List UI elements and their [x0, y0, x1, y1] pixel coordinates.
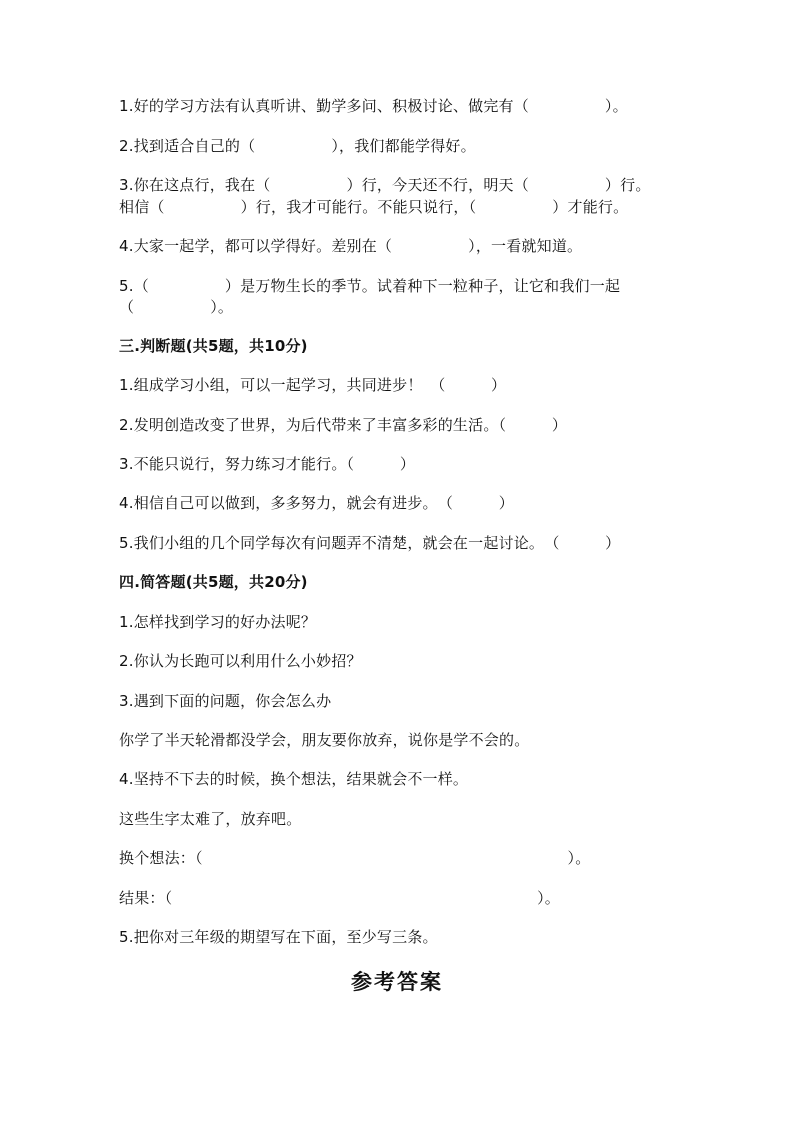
judgment-item-5: 5.我们小组的几个同学每次有问题弄不清楚，就会在一起讨论。 （ ） [119, 534, 621, 552]
answer-key-title: 参考答案 [351, 969, 443, 994]
short-answer-q4: 4.坚持不下去的时候，换个想法，结果就会不一样。 [119, 770, 469, 788]
judgment-heading: 三.判断题(共5题，共10分) [119, 337, 308, 355]
short-answer-q3-scenario: 你学了半天轮滑都没学会，朋友要你放弃，说你是学不会的。 [119, 731, 530, 749]
short-answer-q2: 2.你认为长跑可以利用什么小妙招？ [119, 652, 362, 670]
judgment-item-1: 1.组成学习小组，可以一起学习，共同进步！ （ ） [119, 376, 507, 394]
short-answer-heading: 四.简答题(共5题，共20分) [119, 573, 308, 591]
short-answer-q4-change-blank: 换个想法：（ ）。 [119, 849, 591, 867]
judgment-item-2: 2.发明创造改变了世界，为后代带来了丰富多彩的生活。（ ） [119, 416, 568, 434]
short-answer-q1: 1.怎样找到学习的好办法呢？ [119, 613, 317, 631]
fill-blank-q5-line1: 5.（ ）是万物生长的季节。试着种下一粒种子，让它和我们一起 [119, 277, 621, 295]
short-answer-q4-scenario: 这些生字太难了，放弃吧。 [119, 810, 302, 828]
fill-blank-q4: 4.大家一起学，都可以学得好。差别在（ ），一看就知道。 [119, 237, 583, 255]
short-answer-q5: 5.把你对三年级的期望写在下面，至少写三条。 [119, 928, 438, 946]
judgment-item-3: 3.不能只说行，努力练习才能行。（ ） [119, 455, 416, 473]
judgment-item-4: 4.相信自己可以做到，多多努力，就会有进步。 （ ） [119, 494, 514, 512]
fill-blank-q2: 2.找到适合自己的（ ），我们都能学得好。 [119, 137, 476, 155]
fill-blank-q1: 1.好的学习方法有认真听讲、勤学多问、积极讨论、做完有（ ）。 [119, 97, 628, 115]
fill-blank-q5-line2: （ ）。 [119, 298, 234, 316]
fill-blank-q3-line1: 3.你在这点行，我在（ ）行，今天还不行，明天（ ）行。 [119, 176, 651, 194]
fill-blank-q3-line2: 相信（ ）行，我才可能行。不能只说行，（ ）才能行。 [119, 198, 629, 216]
short-answer-q3: 3.遇到下面的问题，你会怎么办 [119, 692, 332, 710]
short-answer-q4-result-blank: 结果：（ ）。 [119, 889, 561, 907]
